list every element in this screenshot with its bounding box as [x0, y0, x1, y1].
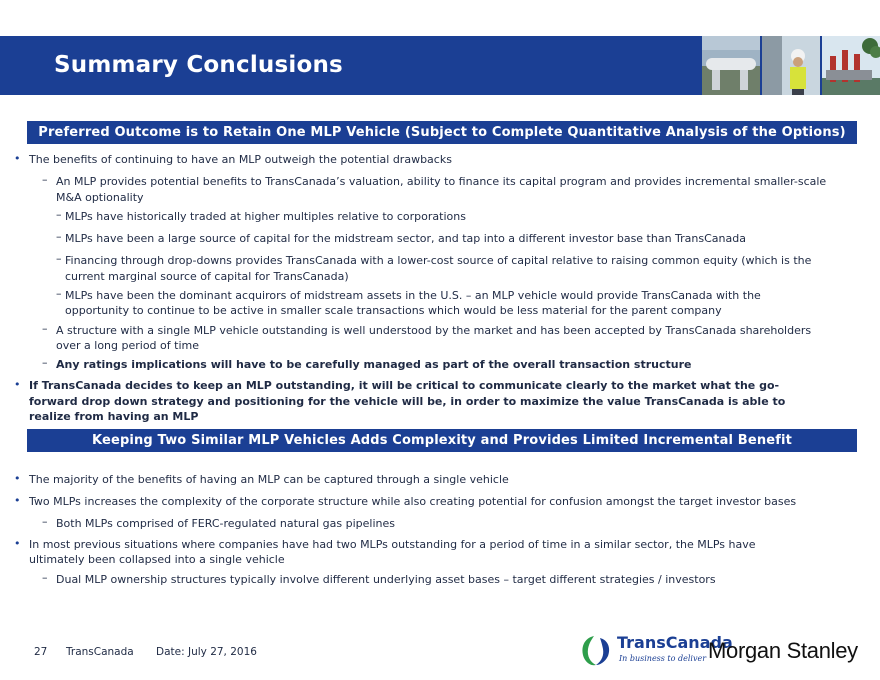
- sub-sub-bullet-text: MLPs have been a large source of capital for the midstream sector, and tap into a different investor base than TransCanada: [65, 232, 746, 245]
- sub-sub-bullet-text: opportunity to continue to be active in smaller scale transactions which would be less material for the parent company: [65, 304, 722, 317]
- bullet-text-bold: If TransCanada decides to keep an MLP outstanding, it will be critical to communicate clearly to the market what the go-: [29, 379, 780, 392]
- footer-company: TransCanada: [66, 646, 134, 658]
- dash-icon: –: [42, 173, 48, 186]
- sub-bullet-text-bold: Any ratings implications will have to be carefully managed as part of the overall transaction structure: [56, 358, 692, 371]
- pipeline-photo: [702, 36, 760, 95]
- dash-icon: –: [42, 515, 48, 528]
- sub-sub-bullet-text: current marginal source of capital for TransCanada): [65, 270, 349, 283]
- sub-sub-bullet-text: Financing through drop-downs provides TransCanada with a lower-cost source of capital relative to raising common equity (which is the: [65, 254, 812, 267]
- dash-icon: –: [56, 252, 62, 265]
- transcanada-tagline: In business to deliver: [619, 654, 707, 663]
- morgan-stanley-logo: Morgan Stanley: [708, 638, 858, 663]
- sub-sub-bullet-text: MLPs have historically traded at higher multiples relative to corporations: [65, 210, 466, 223]
- bullet-text: In most previous situations where companies have had two MLPs outstanding for a period of time in a similar sector, the MLPs have: [29, 538, 756, 551]
- bullet-icon: •: [14, 537, 21, 550]
- bullet-text: Two MLPs increases the complexity of the corporate structure while also creating potential for confusion amongst the target investor bases: [29, 495, 797, 508]
- worker-photo: [762, 36, 820, 95]
- dash-icon: –: [56, 287, 62, 300]
- bullet-text-bold: realize from having an MLP: [29, 410, 199, 423]
- bullet-icon: •: [14, 472, 21, 485]
- dash-icon: –: [56, 208, 62, 221]
- bullet-icon: •: [14, 494, 21, 507]
- bullet-text: The majority of the benefits of having an MLP can be captured through a single vehicle: [29, 473, 509, 486]
- dash-icon: –: [42, 322, 48, 335]
- sub-bullet-text: M&A optionality: [56, 191, 144, 204]
- power-plant-photo: [822, 36, 880, 95]
- page-number: 27: [34, 646, 48, 658]
- bullet-icon: •: [14, 378, 21, 391]
- transcanada-logo-text: TransCanada: [617, 633, 733, 652]
- footer-date: Date: July 27, 2016: [156, 646, 257, 658]
- bullet-text: ultimately been collapsed into a single vehicle: [29, 553, 285, 566]
- dash-icon: –: [56, 230, 62, 243]
- section-header-two-mlps: Keeping Two Similar MLP Vehicles Adds Complexity and Provides Limited Incremental Benefit: [27, 429, 857, 452]
- sub-sub-bullet-text: MLPs have been the dominant acquirors of midstream assets in the U.S. – an MLP vehicle would provide TransCanada with the: [65, 289, 761, 302]
- dash-icon: –: [42, 356, 48, 369]
- sub-bullet-text: A structure with a single MLP vehicle outstanding is well understood by the market and has been accepted by TransCanada shareholders: [56, 324, 812, 337]
- bullet-text-bold: forward drop down strategy and positioning for the vehicle will be, in order to maximize the value TransCanada is able to: [29, 395, 786, 408]
- bullet-text: The benefits of continuing to have an MLP outweigh the potential drawbacks: [29, 153, 452, 166]
- bullet-icon: •: [14, 152, 21, 165]
- header-photos: [702, 36, 880, 95]
- page-title: Summary Conclusions: [54, 52, 343, 78]
- sub-bullet-text: over a long period of time: [56, 339, 199, 352]
- section-header-preferred-outcome: Preferred Outcome is to Retain One MLP Vehicle (Subject to Complete Quantitative Analysis of the Options): [27, 121, 857, 144]
- sub-bullet-text: Both MLPs comprised of FERC-regulated natural gas pipelines: [56, 517, 395, 530]
- sub-bullet-text: Dual MLP ownership structures typically involve different underlying asset bases – target different strategies / investors: [56, 573, 716, 586]
- sub-bullet-text: An MLP provides potential benefits to TransCanada’s valuation, ability to finance its capital program and provides incremental smaller-scale: [56, 175, 827, 188]
- dash-icon: –: [42, 571, 48, 584]
